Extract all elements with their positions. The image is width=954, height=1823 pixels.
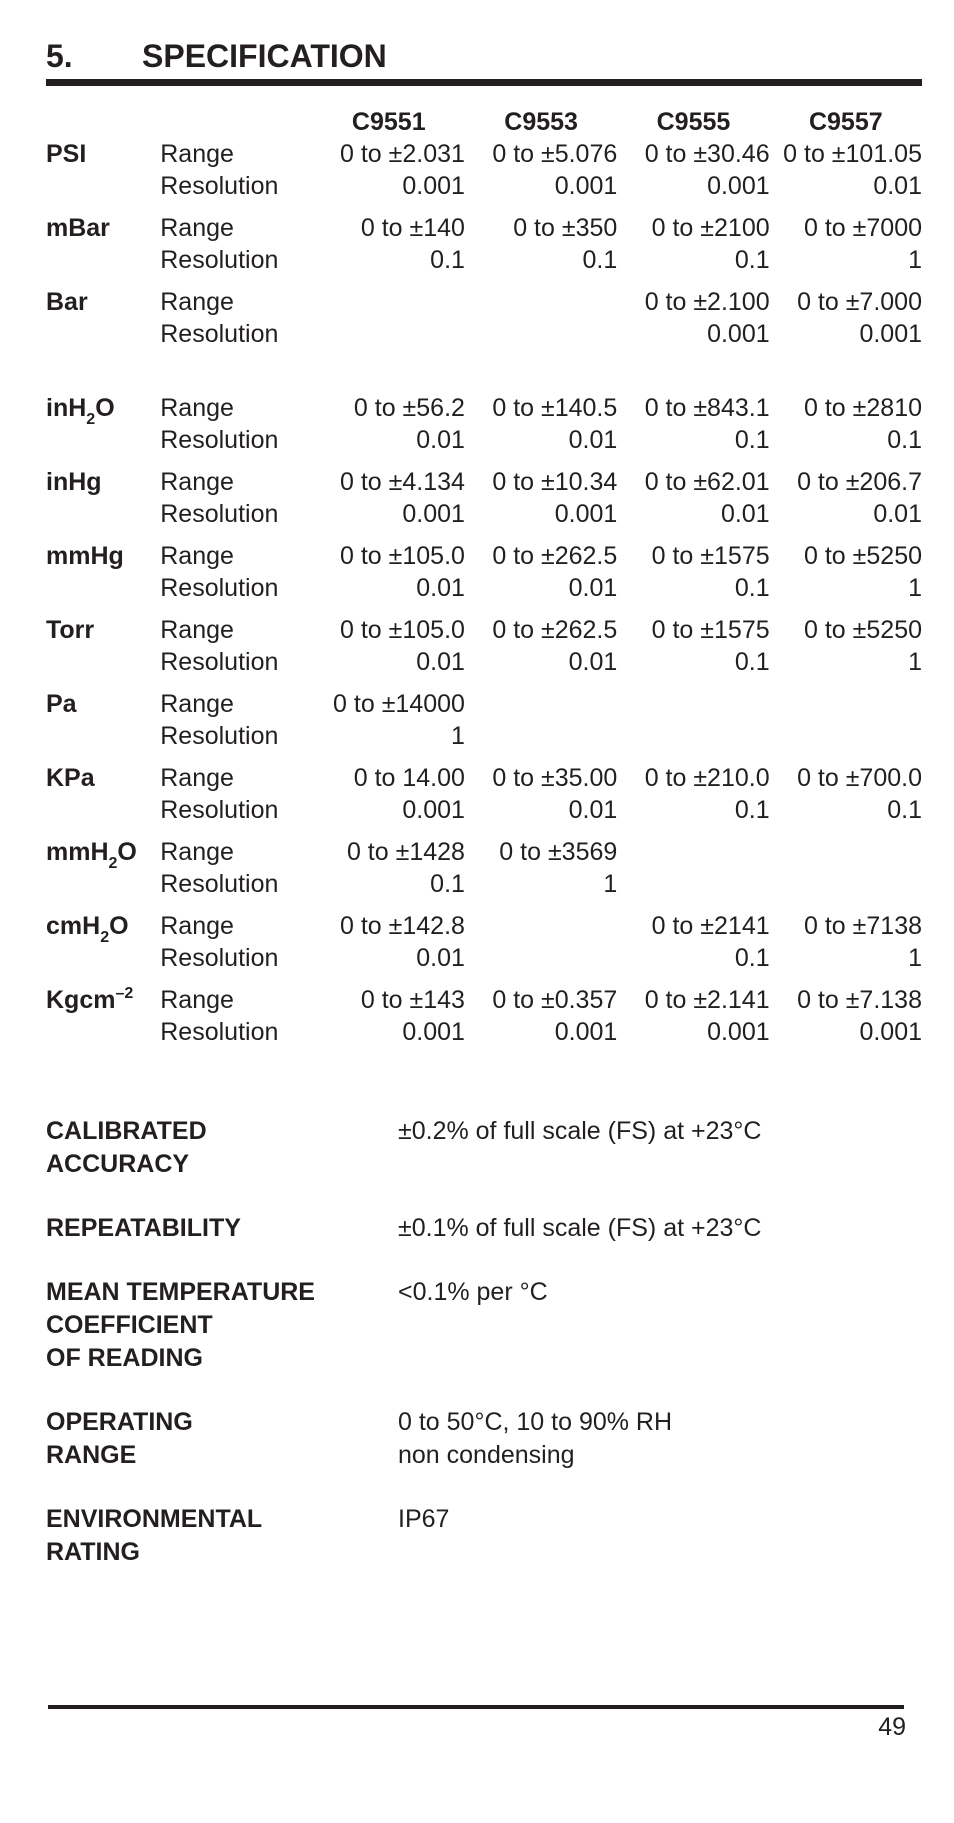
resolution-label: Resolution: [160, 500, 279, 528]
unit-resolution-row: [46, 868, 922, 900]
unit-resolution-row: [46, 498, 922, 530]
resolution-value: 0.001: [402, 172, 465, 200]
footer-rule: [48, 1705, 904, 1709]
spec-value-line: non condensing: [398, 1441, 575, 1469]
range-value: 0 to ±2.031: [340, 140, 465, 168]
spec-item: [46, 1503, 922, 1569]
row-spacer: [46, 900, 922, 910]
resolution-label: Resolution: [160, 648, 279, 676]
unit-subscript: 2: [100, 929, 110, 946]
range-label: Range: [160, 394, 234, 422]
spec-label-line: CALIBRATED: [46, 1117, 207, 1145]
range-value: 0 to ±62.01: [644, 468, 770, 496]
range-value: 0 to ±7.000: [797, 288, 922, 316]
unit-name: [46, 424, 160, 456]
resolution-value: 0.01: [568, 574, 618, 602]
resolution-value: 1: [603, 870, 618, 898]
spec-item: [46, 1115, 922, 1181]
spacer-cell: [46, 974, 922, 984]
unit-base: mmHg: [46, 542, 124, 570]
resolution-value: 0.01: [568, 648, 618, 676]
resolution-value: 0.001: [554, 1018, 618, 1046]
range-value: 0 to ±843.1: [644, 394, 770, 422]
row-spacer: [46, 350, 922, 392]
unit-name: [46, 614, 160, 646]
unit-range-row: [46, 540, 922, 572]
resolution-value: 0.01: [416, 648, 465, 676]
range-value: 0 to ±1575: [651, 542, 770, 570]
range-value: 0 to ±7138: [804, 912, 922, 940]
range-value: 0 to ±262.5: [492, 542, 618, 570]
range-value: 0 to ±2100: [651, 214, 770, 242]
range-value: 0 to ±0.357: [492, 986, 618, 1014]
range-value: 0 to ±56.2: [353, 394, 465, 422]
range-value: 0 to ±5250: [804, 542, 922, 570]
unit-base: mBar: [46, 214, 110, 242]
unit-range-row: [46, 212, 922, 244]
spec-value: [398, 1276, 922, 1375]
resolution-value: 0.001: [859, 1018, 922, 1046]
unit-range-row: [46, 392, 922, 424]
row-spacer: [46, 678, 922, 688]
unit-name: [46, 244, 160, 276]
empty-header: [160, 106, 312, 138]
range-value: 0 to ±140: [360, 214, 465, 242]
unit-name: [46, 392, 160, 428]
spec-item: [46, 1406, 922, 1472]
resolution-label: Resolution: [160, 870, 279, 898]
spec-label-line: OPERATING: [46, 1408, 193, 1436]
unit-resolution-row: [46, 572, 922, 604]
unit-range-row: [46, 762, 922, 794]
unit-base: Torr: [46, 616, 95, 644]
range-value: [770, 688, 922, 720]
range-value: 0 to ±140.5: [492, 394, 618, 422]
range-value: 0 to ±14000: [333, 690, 465, 718]
unit-name: [46, 466, 160, 498]
unit-base: PSI: [46, 140, 87, 168]
resolution-value: 0.01: [568, 426, 618, 454]
unit-subscript: 2: [86, 411, 96, 428]
range-value: [465, 910, 617, 942]
spec-label-line: COEFFICIENT: [46, 1311, 213, 1339]
range-value: [770, 836, 922, 868]
spec-label: [46, 1212, 398, 1245]
resolution-value: [617, 868, 769, 900]
unit-range-row: [46, 466, 922, 498]
resolution-label: Resolution: [160, 1018, 279, 1046]
empty-header: [46, 106, 160, 138]
spacer-cell: [46, 900, 922, 910]
range-value: [617, 688, 769, 720]
model-header: C9551: [351, 108, 426, 136]
row-spacer: [46, 752, 922, 762]
spec-value: [398, 1503, 922, 1569]
resolution-value: [770, 720, 922, 752]
resolution-value: 0.001: [402, 500, 465, 528]
unit-name: [46, 868, 160, 900]
resolution-value: 1: [908, 648, 922, 676]
unit-resolution-row: [46, 170, 922, 202]
unit-name: [46, 720, 160, 752]
resolution-value: 0.1: [582, 246, 618, 274]
resolution-value: 0.001: [402, 1018, 465, 1046]
unit-tail: O: [95, 394, 115, 422]
spec-value-line: ±0.2% of full scale (FS) at +23°C: [398, 1117, 762, 1145]
spec-value-line: IP67: [398, 1505, 450, 1533]
spacer-cell: [46, 678, 922, 688]
resolution-label: Resolution: [160, 796, 279, 824]
resolution-value: 1: [908, 944, 922, 972]
unit-name: [46, 910, 160, 946]
range-value: 0 to ±2810: [804, 394, 922, 422]
range-value: 0 to ±4.134: [340, 468, 465, 496]
unit-tail: O: [117, 838, 137, 866]
range-value: 0 to ±142.8: [340, 912, 465, 940]
spec-label: [46, 1115, 398, 1181]
range-value: 0 to ±1575: [651, 616, 770, 644]
spec-value: [398, 1406, 922, 1472]
unit-base: inH: [46, 394, 87, 422]
resolution-value: 0.001: [707, 1018, 770, 1046]
unit-resolution-row: [46, 794, 922, 826]
spec-label-line: RANGE: [46, 1441, 137, 1469]
range-value: 0 to ±2.100: [644, 288, 770, 316]
unit-name: [46, 138, 160, 170]
model-header: C9553: [504, 108, 578, 136]
unit-name: [46, 794, 160, 826]
unit-name: [46, 498, 160, 530]
unit-resolution-row: [46, 318, 922, 350]
spec-value-line: <0.1% per °C: [398, 1278, 548, 1306]
resolution-value: 0.01: [873, 172, 922, 200]
range-value: 0 to ±700.0: [797, 764, 922, 792]
range-value: [617, 836, 769, 868]
range-label: Range: [160, 838, 234, 866]
range-label: Range: [160, 616, 234, 644]
spec-label-line: MEAN TEMPERATURE: [46, 1278, 315, 1306]
unit-resolution-row: [46, 646, 922, 678]
unit-name: [46, 762, 160, 794]
spec-value: [398, 1212, 922, 1245]
resolution-value: 1: [908, 574, 922, 602]
range-label: Range: [160, 690, 234, 718]
range-value: 0 to ±3569: [499, 838, 618, 866]
resolution-value: 0.01: [416, 574, 465, 602]
resolution-value: 0.001: [859, 320, 922, 348]
page-number: 49: [878, 1713, 906, 1741]
section-heading: [46, 36, 922, 78]
spacer-cell: [46, 752, 922, 762]
row-spacer: [46, 826, 922, 836]
range-label: Range: [160, 288, 234, 316]
resolution-value: [465, 720, 617, 752]
range-value: 0 to ±2141: [651, 912, 770, 940]
range-value: 0 to ±105.0: [340, 542, 465, 570]
resolution-value: 0.1: [734, 648, 770, 676]
spec-label-line: ACCURACY: [46, 1150, 190, 1178]
range-value: 0 to ±143: [360, 986, 465, 1014]
resolution-label: Resolution: [160, 944, 279, 972]
section-number: 5.: [46, 38, 73, 74]
unit-resolution-row: [46, 1016, 922, 1048]
unit-name: [46, 984, 160, 1016]
range-value: [465, 688, 617, 720]
unit-resolution-row: [46, 942, 922, 974]
heading-rule: [46, 79, 922, 86]
unit-base: cmH: [46, 912, 101, 940]
resolution-value: [617, 720, 769, 752]
range-value: 0 to ±105.0: [340, 616, 465, 644]
spec-value: [398, 1115, 922, 1181]
range-value: 0 to ±10.34: [492, 468, 618, 496]
specification-table-body: [46, 138, 922, 1048]
row-spacer: [46, 530, 922, 540]
specification-table: [46, 106, 922, 1048]
unit-name: [46, 318, 160, 350]
resolution-value: 0.01: [720, 500, 770, 528]
resolution-label: Resolution: [160, 426, 279, 454]
unit-tail: O: [109, 912, 129, 940]
resolution-value: 0.001: [707, 320, 770, 348]
range-value: 0 to ±7.138: [797, 986, 922, 1014]
unit-base: KPa: [46, 764, 95, 792]
resolution-value: [465, 318, 617, 350]
general-specifications: [46, 1115, 922, 1600]
range-value: 0 to ±2.141: [644, 986, 770, 1014]
resolution-value: 0.01: [873, 500, 922, 528]
unit-range-row: [46, 688, 922, 720]
unit-resolution-row: [46, 244, 922, 276]
range-value: 0 to ±7000: [804, 214, 922, 242]
row-spacer: [46, 276, 922, 286]
spacer-cell: [46, 456, 922, 466]
unit-range-row: [46, 286, 922, 318]
resolution-value: 0.1: [887, 426, 922, 454]
model-header-row: [46, 106, 922, 138]
unit-name: [46, 212, 160, 244]
range-value: 0 to ±350: [513, 214, 618, 242]
spec-label-line: RATING: [46, 1538, 140, 1566]
unit-base: Pa: [46, 690, 77, 718]
section-title: SPECIFICATION: [142, 38, 387, 74]
spacer-cell: [46, 202, 922, 212]
unit-superscript: –2: [115, 985, 134, 1002]
spec-label-line: REPEATABILITY: [46, 1214, 241, 1242]
range-label: Range: [160, 214, 234, 242]
resolution-value: 0.1: [430, 870, 465, 898]
unit-name: [46, 1016, 160, 1048]
range-value: 0 to 14.00: [353, 764, 465, 792]
spacer-cell: [46, 826, 922, 836]
resolution-value: 1: [908, 246, 922, 274]
unit-base: Bar: [46, 288, 88, 316]
unit-subscript: 2: [108, 855, 118, 872]
unit-name: [46, 942, 160, 974]
range-value: 0 to ±5.076: [492, 140, 618, 168]
unit-resolution-row: [46, 424, 922, 456]
unit-name: [46, 646, 160, 678]
spacer-cell: [46, 350, 922, 392]
spacer-cell: [46, 604, 922, 614]
model-header: C9555: [656, 108, 731, 136]
resolution-value: 0.01: [416, 944, 465, 972]
row-spacer: [46, 604, 922, 614]
resolution-label: Resolution: [160, 246, 279, 274]
range-value: 0 to ±35.00: [492, 764, 618, 792]
resolution-value: 0.1: [734, 796, 770, 824]
spec-label: [46, 1406, 398, 1472]
range-value: 0 to ±262.5: [492, 616, 618, 644]
row-spacer: [46, 456, 922, 466]
resolution-value: [313, 318, 465, 350]
resolution-label: Resolution: [160, 574, 279, 602]
spec-label-line: OF READING: [46, 1344, 203, 1372]
unit-range-row: [46, 836, 922, 868]
unit-base: inHg: [46, 468, 102, 496]
range-label: Range: [160, 542, 234, 570]
unit-name: [46, 286, 160, 318]
resolution-value: 0.001: [554, 500, 618, 528]
row-spacer: [46, 974, 922, 984]
range-label: Range: [160, 764, 234, 792]
unit-name: [46, 170, 160, 202]
range-value: 0 to ±210.0: [644, 764, 770, 792]
range-value: 0 to ±5250: [804, 616, 922, 644]
spacer-cell: [46, 530, 922, 540]
range-value: 0 to ±206.7: [797, 468, 922, 496]
unit-base: mmH: [46, 838, 109, 866]
unit-name: [46, 572, 160, 604]
unit-range-row: [46, 614, 922, 646]
spec-label: [46, 1276, 398, 1375]
range-value: 0 to ±1428: [346, 838, 465, 866]
resolution-value: 0.1: [734, 426, 770, 454]
resolution-value: 0.001: [707, 172, 770, 200]
resolution-label: Resolution: [160, 320, 279, 348]
resolution-label: Resolution: [160, 172, 279, 200]
spec-label-line: ENVIRONMENTAL: [46, 1505, 263, 1533]
range-label: Range: [160, 912, 234, 940]
range-label: Range: [160, 140, 234, 168]
resolution-value: 1: [451, 722, 465, 750]
unit-name: [46, 688, 160, 720]
range-label: Range: [160, 986, 234, 1014]
unit-range-row: [46, 910, 922, 942]
range-value: 0 to ±101.05: [783, 140, 922, 168]
resolution-value: 0.1: [734, 574, 770, 602]
unit-resolution-row: [46, 720, 922, 752]
unit-base: Kgcm: [46, 986, 116, 1014]
resolution-label: Resolution: [160, 722, 279, 750]
spec-item: [46, 1212, 922, 1245]
resolution-value: 0.1: [887, 796, 922, 824]
resolution-value: [770, 868, 922, 900]
model-header: C9557: [808, 108, 883, 136]
resolution-value: 0.01: [416, 426, 465, 454]
spec-value-line: 0 to 50°C, 10 to 90% RH: [398, 1408, 673, 1436]
resolution-value: 0.001: [554, 172, 618, 200]
resolution-value: 0.01: [568, 796, 618, 824]
range-value: [465, 286, 617, 318]
range-value: 0 to ±30.46: [644, 140, 770, 168]
unit-name: [46, 836, 160, 872]
unit-range-row: [46, 984, 922, 1016]
spec-item: [46, 1276, 922, 1375]
resolution-value: 0.1: [430, 246, 465, 274]
resolution-value: 0.001: [402, 796, 465, 824]
unit-name: [46, 540, 160, 572]
resolution-value: 0.1: [734, 246, 770, 274]
resolution-value: [465, 942, 617, 974]
row-spacer: [46, 202, 922, 212]
range-value: [313, 286, 465, 318]
unit-range-row: [46, 138, 922, 170]
range-label: Range: [160, 468, 234, 496]
spec-value-line: ±0.1% of full scale (FS) at +23°C: [398, 1214, 762, 1242]
spec-label: [46, 1503, 398, 1569]
resolution-value: 0.1: [734, 944, 770, 972]
spacer-cell: [46, 276, 922, 286]
